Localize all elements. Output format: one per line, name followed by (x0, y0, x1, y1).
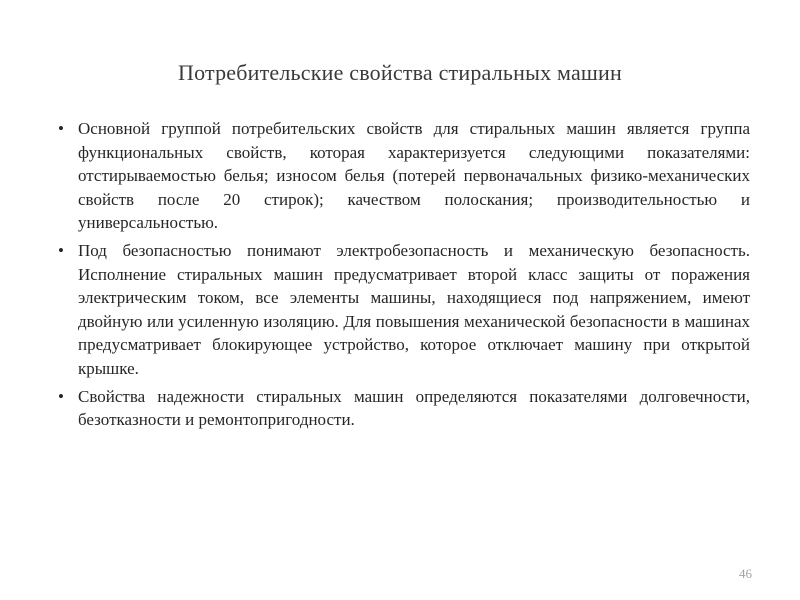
bullet-item-reliability (58, 385, 750, 432)
bullet-item-functional (58, 117, 750, 235)
bullet-text: Основной группой потребительских свойств для стиральных машин является группа функциональных свойств, которая характеризуется следующими показателями: отстирываемостью белья; износом белья (потерей первоначальных физико-механических свойств после 20 стирок); качеством полоскания; производительностью и универсальностью. (78, 119, 750, 233)
slide-title: Потребительские свойства стиральных машин (177, 60, 622, 85)
bullet-list (58, 117, 750, 436)
bullet-text: Свойства надежности стиральных машин определяются показателями долговечности, безотказности и ремонтопригодности. (78, 386, 750, 430)
bullet-icon: • (58, 386, 64, 406)
page-number: 46 (739, 566, 752, 581)
bullet-icon: • (58, 119, 64, 138)
bullet-text: Под безопасностью понимают электробезопасность и механическую безопасность. Исполнение стиральных машин предусматривает второй класс защиты от поражения электрическим током, все элементы машины, находящиеся под напряжением, имеют двойную или усиленную изоляцию. Для повышения механической безопасности в машинах предусматривает блокирующее устройство, которое отключает машину при открытой крышке. (78, 240, 750, 378)
bullet-icon: • (58, 240, 64, 260)
bullet-item-safety (58, 239, 750, 381)
